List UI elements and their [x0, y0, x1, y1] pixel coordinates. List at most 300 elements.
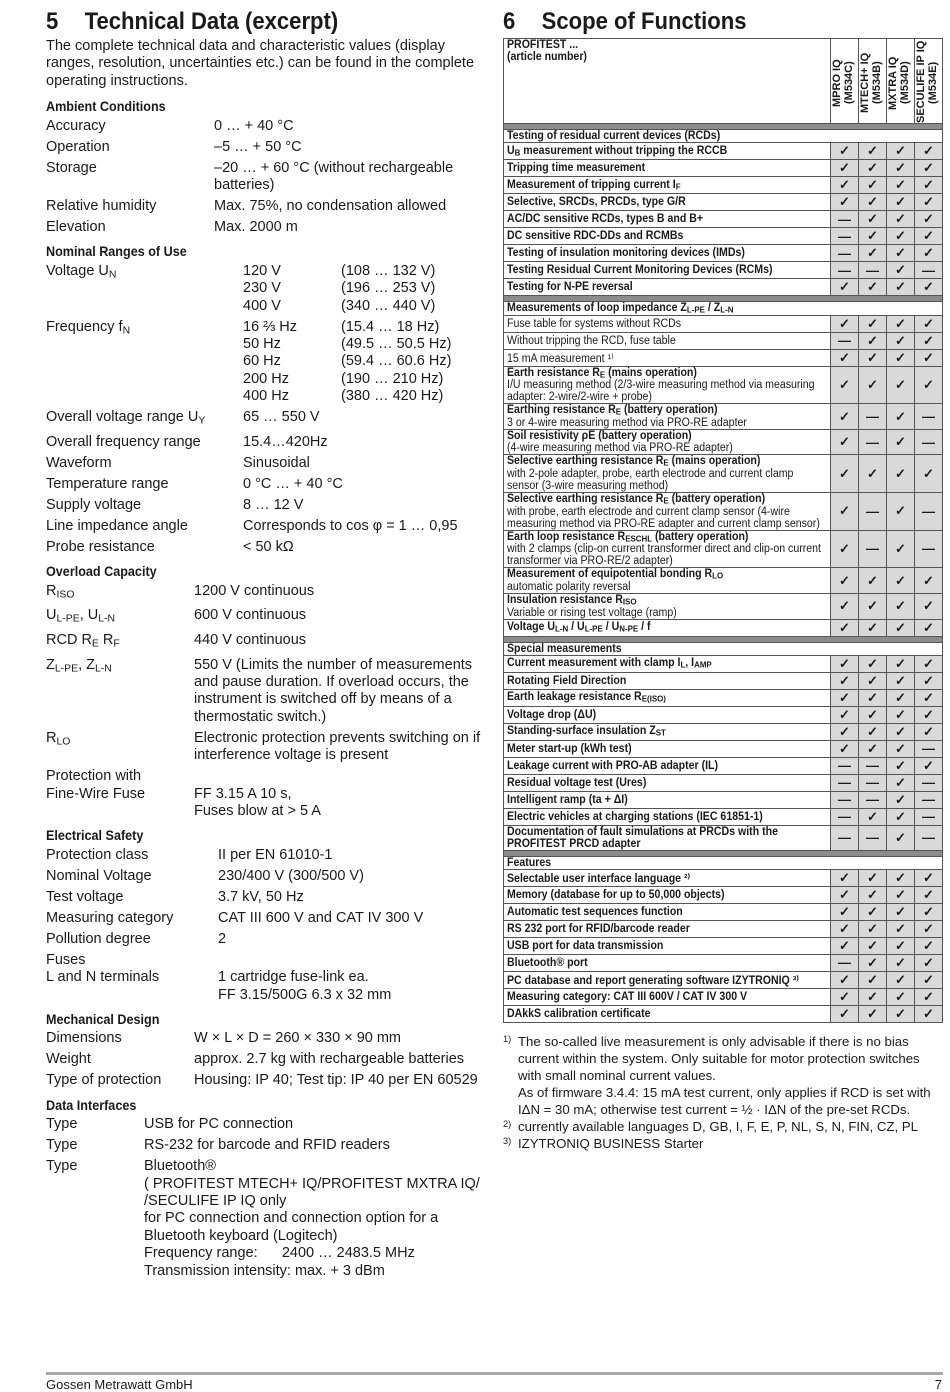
check-mark: ✓	[859, 971, 887, 988]
table-row	[504, 689, 943, 706]
header-label: PROFITEST ... (article number)	[504, 39, 831, 124]
ambient-table	[46, 118, 491, 237]
section-title: Testing of residual current devices (RCDs)	[507, 130, 721, 142]
function-label: Bluetooth® port	[507, 956, 588, 969]
data-row	[46, 219, 491, 236]
column-header	[859, 39, 887, 124]
dash-mark: —	[915, 492, 943, 530]
data-row	[46, 539, 491, 556]
row-label: Type	[46, 1116, 78, 1133]
table-row	[504, 228, 943, 245]
table-row	[504, 920, 943, 937]
function-detail: Fuse table for systems without RCDs	[507, 317, 682, 330]
function-label: Electric vehicles at charging stations (IEC 61851-1)	[507, 810, 763, 823]
ambient-heading: Ambient Conditions	[46, 98, 166, 115]
table-row	[504, 869, 943, 886]
section-title-row	[504, 302, 943, 316]
dash-mark: —	[915, 774, 943, 791]
check-mark: ✓	[915, 194, 943, 211]
check-mark: ✓	[887, 594, 915, 620]
frequency-label: Frequency $f_N$	[46, 318, 131, 337]
range-line	[243, 353, 491, 370]
function-label: Tripping time measurement	[507, 162, 646, 174]
function-label: Selective earthing resistance RE (mains operation)	[507, 455, 761, 468]
data-row	[46, 1116, 491, 1133]
data-row	[46, 889, 491, 906]
range-line	[243, 280, 491, 297]
function-label: Testing Residual Current Monitoring Devices (RCMs)	[507, 264, 773, 276]
check-mark: ✓	[915, 655, 943, 672]
dash-mark: —	[831, 245, 859, 262]
dash-mark: —	[915, 808, 943, 825]
bluetooth-line: Bluetooth®	[144, 1158, 216, 1175]
function-label: Measuring category: CAT III 600V / CAT IV 300 V	[507, 990, 748, 1003]
voltage-block	[46, 263, 491, 315]
function-label: Standing-surface insulation ZST	[507, 725, 666, 739]
table-row	[504, 177, 943, 194]
table-row	[504, 791, 943, 808]
check-mark: ✓	[915, 315, 943, 332]
check-mark: ✓	[859, 723, 887, 740]
range-line	[243, 298, 491, 315]
footnote-text: As of firmware 3.4.4: 15 mA test current, only applies if RCD is set with IΔN = 30 mA; otherwise test current = ½ · IΔN of the pre-set RCDs.	[518, 1084, 931, 1117]
overload-heading: Overload Capacity	[46, 563, 157, 580]
data-row	[46, 198, 491, 215]
overload-protection: Fine-Wire Fuse FF 3.15 A 10 s, Fuses blow at > 5 A	[46, 785, 321, 819]
check-mark: ✓	[887, 903, 915, 920]
check-mark: ✓	[887, 774, 915, 791]
table-row	[504, 937, 943, 954]
data-row	[46, 931, 491, 948]
table-row	[504, 774, 943, 791]
row-label: Line impedance angle	[46, 517, 188, 534]
check-mark: ✓	[859, 279, 887, 296]
overload-ul: $U_{L-PE}$, $U_{L-N}$ 600 V continuous	[46, 607, 307, 625]
check-mark: ✓	[831, 194, 859, 211]
fuses-label: Fuses	[46, 951, 86, 968]
check-mark: ✓	[831, 594, 859, 620]
check-mark: ✓	[887, 404, 915, 430]
check-mark: ✓	[887, 706, 915, 723]
mechanical-heading: Mechanical Design	[46, 1011, 160, 1027]
row-value: 65 … 550 V	[243, 409, 320, 426]
row-label: Protection class	[46, 846, 149, 863]
article-number: (M534E)	[927, 61, 939, 105]
function-detail: automatic polarity reversal	[507, 581, 631, 594]
function-label: Documentation of fault simulations at PRCDs with the PROFITEST PRCD adapter	[507, 825, 778, 850]
interfaces-table	[46, 1116, 491, 1154]
bluetooth-line: Frequency range: 2400 … 2483.5 MHz	[144, 1245, 415, 1262]
section-5-heading	[46, 8, 338, 36]
dash-mark: —	[859, 530, 887, 568]
check-mark: ✓	[859, 937, 887, 954]
data-row	[46, 409, 491, 430]
check-mark: ✓	[887, 245, 915, 262]
dash-mark: —	[915, 430, 943, 455]
check-mark: ✓	[831, 937, 859, 954]
table-header	[504, 39, 943, 124]
table-row	[504, 723, 943, 740]
overload-riso: $R_{ISO}$ 1200 V continuous	[46, 582, 315, 601]
column-header	[887, 39, 915, 124]
row-value: Max. 75%, no condensation allowed	[214, 198, 447, 215]
section-title-row	[504, 130, 943, 143]
nominal-value: 16 ⅔ Hz	[243, 318, 297, 335]
check-mark: ✓	[887, 366, 915, 404]
row-label: Elevation	[46, 219, 106, 236]
section-title-row	[504, 642, 943, 655]
overload-z: $Z_{L-PE}$, $Z_{L-N}$ 550 V (Limits the number of measurements and pause duration. If overload occurs, the instrument is switched off by means of a thermostatic switch.)	[46, 656, 473, 725]
check-mark: ✓	[887, 1005, 915, 1022]
function-label: AC/DC sensitive RCDs, types B and B+	[507, 213, 704, 225]
data-row	[46, 1051, 491, 1068]
bluetooth-row: Type Bluetooth® ( PROFITEST MTECH+ IQ/PROFITEST MXTRA IQ/ /SECULIFE IP IQ only for PC connection and connection option for a Bluetooth keyboard (Logitech) Frequency range: 2400 … 2483.5 MHz Transmission intensity: max. + 3 dBm	[46, 1158, 491, 1280]
dash-mark: —	[831, 808, 859, 825]
column-header	[915, 39, 943, 124]
table-row	[504, 349, 943, 366]
model-name: MTECH+ IQ	[859, 52, 871, 114]
table-row	[504, 455, 943, 493]
range: (340 … 440 V)	[341, 297, 436, 314]
check-mark: ✓	[887, 143, 915, 160]
check-mark: ✓	[859, 228, 887, 245]
section-title: Special measurements	[507, 642, 622, 655]
function-detail: with 2-pole adapter, probe, earth electrode and current clamp sensor (3-wire measuring method)	[507, 467, 794, 492]
check-mark: ✓	[831, 455, 859, 493]
function-label: Earthing resistance RE (battery operation)	[507, 404, 718, 418]
check-mark: ✓	[831, 655, 859, 672]
check-mark: ✓	[887, 825, 915, 850]
row-label: Temperature range	[46, 475, 169, 492]
data-row	[46, 434, 491, 451]
frequency-values	[243, 319, 491, 406]
table-row	[504, 655, 943, 672]
nominal-value: 120 V	[243, 262, 281, 279]
row-value: 0 °C … + 40 °C	[243, 475, 343, 492]
check-mark: ✓	[859, 808, 887, 825]
table-row	[504, 279, 943, 296]
check-mark: ✓	[859, 194, 887, 211]
row-label: Relative humidity	[46, 198, 157, 215]
footer-company: Gossen Metrawatt GmbH	[46, 1377, 193, 1392]
data-row	[46, 518, 491, 535]
table-row	[504, 568, 943, 594]
check-mark: ✓	[915, 954, 943, 971]
row-value: 15.4…420Hz	[243, 433, 328, 450]
row-value: 230/400 V (300/500 V)	[218, 867, 364, 884]
dash-mark: —	[859, 791, 887, 808]
footnote-mark: 1)	[503, 1033, 512, 1044]
check-mark: ✓	[831, 366, 859, 404]
function-label: UB measurement without tripping the RCCB	[507, 144, 728, 158]
row-value: < 50 kΩ	[243, 538, 294, 555]
check-mark: ✓	[859, 988, 887, 1005]
dash-mark: —	[915, 825, 943, 850]
check-mark: ✓	[915, 920, 943, 937]
data-row	[46, 910, 491, 927]
dash-mark: —	[831, 228, 859, 245]
table-row	[504, 988, 943, 1005]
function-label: Rotating Field Direction	[507, 674, 627, 687]
check-mark: ✓	[859, 455, 887, 493]
check-mark: ✓	[831, 903, 859, 920]
bluetooth-line: for PC connection and connection option for a Bluetooth keyboard (Logitech)	[144, 1210, 443, 1244]
scope-of-functions-column	[503, 38, 943, 1152]
model-name: MXTRA IQ	[887, 56, 899, 110]
function-label: Soil resistivity ρE (battery operation)	[507, 430, 692, 443]
check-mark: ✓	[887, 455, 915, 493]
function-label: Automatic test sequences function	[507, 905, 683, 918]
check-mark: ✓	[859, 1005, 887, 1022]
overload-rcd: RCD $R_E$ $R_F$ 440 V continuous	[46, 631, 307, 650]
footnote	[503, 1033, 943, 1084]
nominal-heading: Nominal Ranges of Use	[46, 243, 187, 260]
table-row	[504, 194, 943, 211]
function-label: RS 232 port for RFID/barcode reader	[507, 922, 690, 935]
table-row	[504, 757, 943, 774]
nominal-value: 400 Hz	[243, 388, 289, 405]
check-mark: ✓	[915, 869, 943, 886]
dash-mark: —	[915, 404, 943, 430]
function-detail: (4-wire measuring method via PRO-RE adapter)	[507, 442, 733, 455]
range: (59.4 … 60.6 Hz)	[341, 353, 452, 370]
function-label: Testing for N-PE reversal	[507, 281, 633, 293]
data-row	[46, 160, 491, 195]
section-number: 6	[503, 8, 516, 35]
check-mark: ✓	[831, 430, 859, 455]
check-mark: ✓	[887, 791, 915, 808]
article-number: (M534B)	[871, 61, 883, 105]
check-mark: ✓	[887, 689, 915, 706]
check-mark: ✓	[887, 177, 915, 194]
bluetooth-line: ( PROFITEST MTECH+ IQ/PROFITEST MXTRA IQ/ /SECULIFE IP IQ only	[144, 1175, 484, 1210]
table-row	[504, 245, 943, 262]
nominal-value: 50 Hz	[243, 336, 281, 353]
check-mark: ✓	[859, 954, 887, 971]
footnote-mark: 3)	[503, 1135, 512, 1146]
row-value: W × L × D = 260 × 330 × 90 mm	[194, 1030, 402, 1047]
function-detail: I/U measuring method (2/3-wire measuring method via measuring adapter: 2-wire/2-wire + probe)	[507, 379, 815, 404]
safety-table	[46, 847, 491, 948]
function-label: Selective, SRCDs, PRCDs, type G/R	[507, 196, 686, 208]
check-mark: ✓	[887, 568, 915, 594]
row-value: 2	[218, 930, 227, 947]
check-mark: ✓	[859, 315, 887, 332]
function-detail: Without tripping the RCD, fuse table	[507, 334, 676, 347]
check-mark: ✓	[831, 568, 859, 594]
check-mark: ✓	[915, 723, 943, 740]
table-row	[504, 262, 943, 279]
check-mark: ✓	[831, 920, 859, 937]
function-detail: Variable or rising test voltage (ramp)	[507, 606, 677, 619]
row-value: –20 … + 60 °C (without rechargeable batteries)	[214, 159, 454, 194]
function-label: Earth resistance RE (mains operation)	[507, 366, 697, 380]
check-mark: ✓	[831, 404, 859, 430]
dash-mark: —	[831, 825, 859, 850]
data-row	[46, 1072, 491, 1089]
footnote	[503, 1135, 943, 1152]
section-title: Technical Data (excerpt)	[84, 8, 339, 35]
table-row	[504, 492, 943, 530]
check-mark: ✓	[859, 568, 887, 594]
check-mark: ✓	[887, 954, 915, 971]
check-mark: ✓	[887, 530, 915, 568]
check-mark: ✓	[915, 886, 943, 903]
range: (15.4 … 18 Hz)	[341, 318, 440, 335]
row-label: Weight	[46, 1051, 91, 1068]
model-name: MPRO IQ	[831, 59, 843, 107]
check-mark: ✓	[859, 143, 887, 160]
check-mark: ✓	[887, 279, 915, 296]
table-row	[504, 808, 943, 825]
check-mark: ✓	[915, 245, 943, 262]
function-label: Insulation resistance RISO	[507, 594, 637, 607]
function-label: Meter start-up (kWh test)	[507, 742, 632, 755]
data-row	[46, 497, 491, 514]
mechanical-table	[46, 1030, 491, 1089]
check-mark: ✓	[859, 920, 887, 937]
table-row	[504, 530, 943, 568]
page-number: 7	[934, 1377, 942, 1392]
functions-table	[503, 38, 943, 1023]
table-row	[504, 211, 943, 228]
row-label: Waveform	[46, 454, 112, 471]
check-mark: ✓	[831, 723, 859, 740]
check-mark: ✓	[915, 455, 943, 493]
check-mark: ✓	[915, 568, 943, 594]
data-row	[46, 1030, 491, 1047]
check-mark: ✓	[887, 808, 915, 825]
dash-mark: —	[859, 825, 887, 850]
footnote-mark	[503, 1084, 518, 1118]
data-row	[46, 455, 491, 472]
check-mark: ✓	[859, 211, 887, 228]
data-row	[46, 476, 491, 493]
row-label: Nominal Voltage	[46, 867, 152, 884]
table-row	[504, 160, 943, 177]
data-row	[46, 868, 491, 885]
check-mark: ✓	[915, 689, 943, 706]
row-value: Housing: IP 40; Test tip: IP 40 per EN 60529	[194, 1072, 478, 1089]
row-value: RS-232 for barcode and RFID readers	[144, 1137, 390, 1154]
row-value: Sinusoidal	[243, 454, 310, 471]
check-mark: ✓	[887, 672, 915, 689]
table-row	[504, 706, 943, 723]
check-mark: ✓	[915, 706, 943, 723]
check-mark: ✓	[887, 740, 915, 757]
function-label: Leakage current with PRO-AB adapter (IL)	[507, 759, 719, 772]
function-detail: with 2 clamps (clip-on current transformer direct and clip-on current transformer via PRO-RE/2 adapter)	[507, 543, 821, 568]
check-mark: ✓	[831, 988, 859, 1005]
function-label: Voltage drop (ΔU)	[507, 708, 597, 721]
check-mark: ✓	[887, 723, 915, 740]
function-label: Testing of insulation monitoring devices (IMDs)	[507, 247, 745, 259]
table-row	[504, 825, 943, 850]
table-row	[504, 903, 943, 920]
check-mark: ✓	[859, 349, 887, 366]
check-mark: ✓	[887, 886, 915, 903]
check-mark: ✓	[887, 971, 915, 988]
function-label: Selective earthing resistance RE (battery operation)	[507, 492, 766, 506]
footnote-mark: 2)	[503, 1118, 512, 1129]
range-line	[243, 336, 491, 353]
check-mark: ✓	[915, 988, 943, 1005]
dash-mark: —	[859, 404, 887, 430]
column-header	[831, 39, 859, 124]
check-mark: ✓	[887, 937, 915, 954]
check-mark: ✓	[915, 903, 943, 920]
nominal-value: 60 Hz	[243, 353, 281, 370]
function-label: Measurement of equipotential bonding RLO	[507, 568, 724, 582]
check-mark: ✓	[915, 971, 943, 988]
row-label: Supply voltage	[46, 496, 142, 513]
check-mark: ✓	[831, 530, 859, 568]
overload-protection-label: Protection with	[46, 768, 142, 785]
check-mark: ✓	[831, 279, 859, 296]
data-row	[46, 139, 491, 156]
row-value: 8 … 12 V	[243, 496, 304, 513]
row-label: Type of protection	[46, 1072, 162, 1089]
table-row	[504, 1005, 943, 1022]
row-value: approx. 2.7 kg with rechargeable batteries	[194, 1051, 465, 1068]
check-mark: ✓	[915, 619, 943, 636]
section-6-heading	[503, 8, 746, 36]
function-label: Earth loop resistance RESCHL (battery operation)	[507, 530, 749, 544]
check-mark: ✓	[915, 366, 943, 404]
check-mark: ✓	[859, 672, 887, 689]
check-mark: ✓	[859, 706, 887, 723]
check-mark: ✓	[859, 245, 887, 262]
footnote	[503, 1084, 943, 1118]
function-detail: with probe, earth electrode and current clamp sensor (4-wire measuring method via PRO-RE adapter and current clamp sensor)	[507, 505, 820, 530]
bluetooth-line: Transmission intensity: max. + 3 dBm	[144, 1262, 385, 1279]
check-mark: ✓	[915, 177, 943, 194]
dash-mark: —	[859, 774, 887, 791]
row-label: Type	[46, 1137, 78, 1154]
dash-mark: —	[831, 211, 859, 228]
table-row	[504, 404, 943, 430]
dash-mark: —	[859, 262, 887, 279]
check-mark: ✓	[831, 160, 859, 177]
data-row	[46, 118, 491, 135]
function-detail: 3 or 4-wire measuring method via PRO-RE adapter	[507, 417, 747, 430]
table-row	[504, 430, 943, 455]
voltage-values	[243, 263, 491, 315]
table-row	[504, 619, 943, 636]
check-mark: ✓	[831, 1005, 859, 1022]
dash-mark: —	[915, 791, 943, 808]
check-mark: ✓	[831, 971, 859, 988]
row-value: 0 … + 40 °C	[214, 117, 294, 134]
table-row	[504, 971, 943, 988]
check-mark: ✓	[831, 492, 859, 530]
function-detail: 15 mA measurement ¹⁾	[507, 352, 614, 365]
check-mark: ✓	[831, 349, 859, 366]
dash-mark: —	[859, 430, 887, 455]
check-mark: ✓	[859, 177, 887, 194]
footer-rule	[46, 1372, 943, 1375]
article-number: (M534D)	[899, 61, 911, 105]
table-row	[504, 740, 943, 757]
check-mark: ✓	[887, 655, 915, 672]
dash-mark: —	[915, 740, 943, 757]
check-mark: ✓	[831, 706, 859, 723]
function-label: Earth leakage resistance RE(ISO)	[507, 691, 666, 705]
dash-mark: —	[859, 492, 887, 530]
function-label: Memory (database for up to 50,000 objects)	[507, 888, 725, 901]
row-value: Max. 2000 m	[214, 219, 298, 236]
check-mark: ✓	[831, 619, 859, 636]
